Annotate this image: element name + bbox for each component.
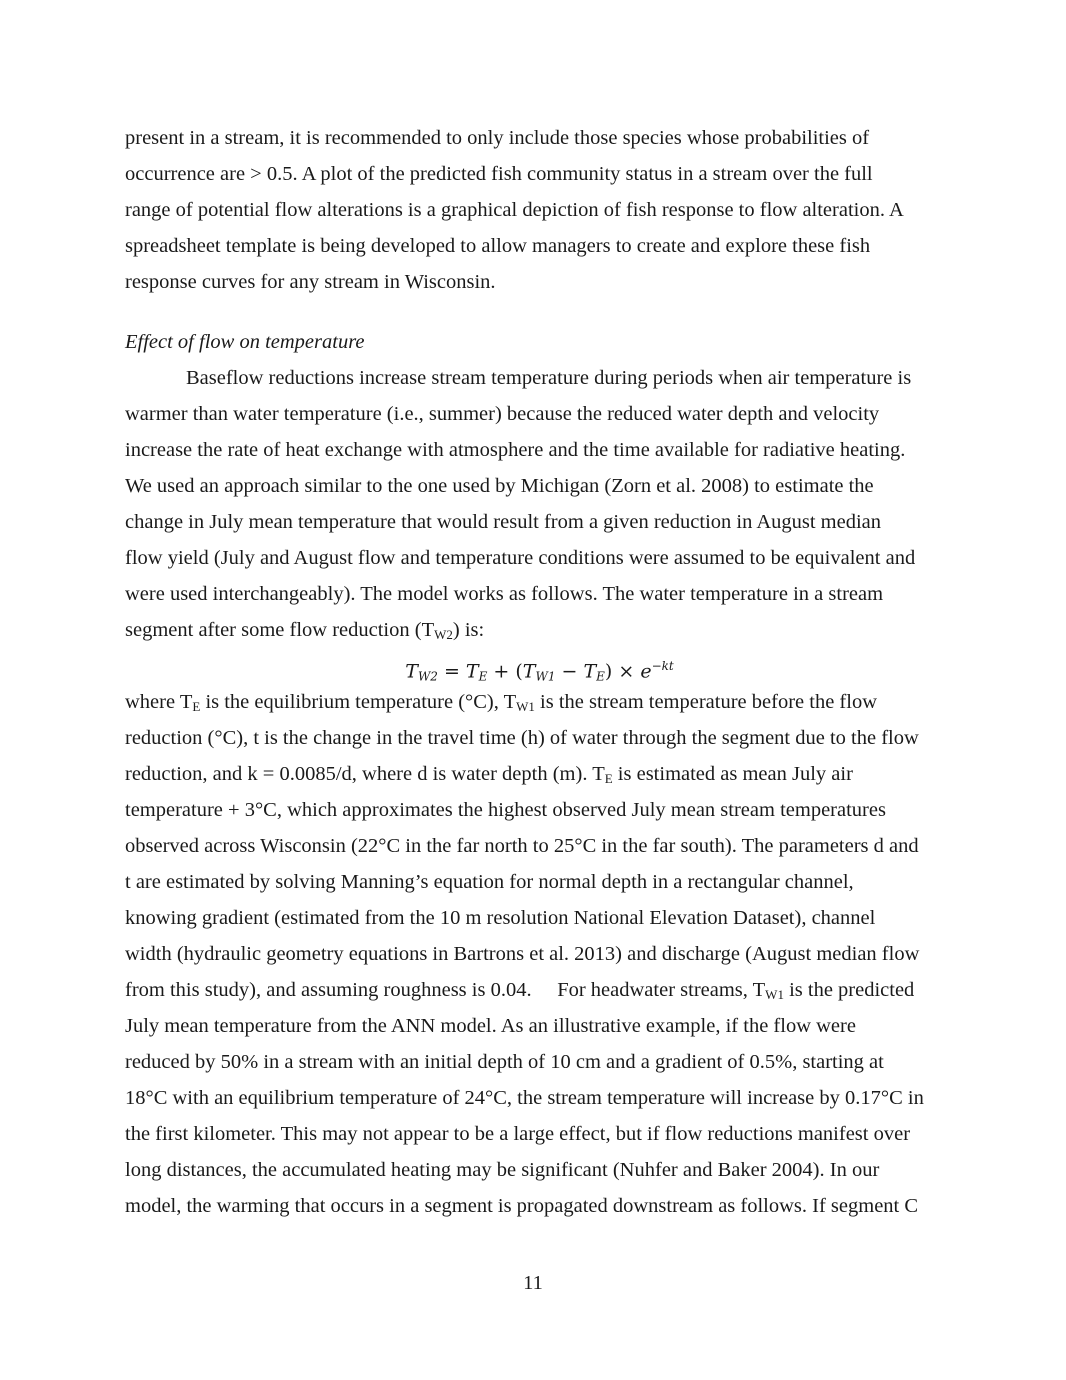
paragraph-3 <box>125 684 940 1224</box>
text-line: segment after some flow reduction $(T_{W2})$ is: <box>125 619 485 642</box>
temperature-equation: $T_{W2} = T_E + (T_{W1} - T_E) \times e^{-kt}$ <box>405 659 674 684</box>
text-line: t are estimated by solving Manning’s equation for normal depth in a rectangular channel, <box>125 871 854 893</box>
text-line: response curves for any stream in Wisconsin. <box>125 271 496 293</box>
text-line: present in a stream, it is recommended to only include those species whose probabilities of <box>125 127 870 149</box>
text-line: warmer than water temperature (i.e., summer) because the reduced water depth and velocity <box>125 403 880 425</box>
page-number: 11 <box>523 1272 543 1294</box>
text-line: observed across Wisconsin (22°C in the far north to 25°C in the far south). The parameters d and <box>125 835 919 857</box>
text-line: reduction, and k = 0.0085/d, where d is water depth (m). $T_E$ is estimated as mean July air <box>125 763 853 786</box>
text-line: We used an approach similar to the one used by Michigan (Zorn et al. 2008) to estimate the <box>125 475 874 497</box>
text-line: reduction (°C), t is the change in the travel time (h) of water through the segment due to the flow <box>125 727 919 749</box>
paragraph-2 <box>125 360 940 648</box>
text-line: Baseflow reductions increase stream temperature during periods when air temperature is <box>186 367 912 389</box>
text-line: July mean temperature from the ANN model. As an illustrative example, if the flow were <box>125 1015 856 1037</box>
text-line: long distances, the accumulated heating may be significant (Nuhfer and Baker 2004). In our <box>125 1159 880 1181</box>
text-line: flow yield (July and August flow and temperature conditions were assumed to be equivalent and <box>125 547 916 569</box>
text-line: from this study), and assuming roughness is 0.04. For headwater streams, $T_{W1}$ is the predicted <box>125 979 915 1002</box>
text-line: width (hydraulic geometry equations in Bartrons et al. 2013) and discharge (August median flow <box>125 943 920 965</box>
text-line: knowing gradient (estimated from the 10 m resolution National Elevation Dataset), channel <box>125 907 876 929</box>
text-line: model, the warming that occurs in a segment is propagated downstream as follows. If segment C <box>125 1195 919 1217</box>
text-line: were used interchangeably). The model works as follows. The water temperature in a stream <box>125 583 884 605</box>
paragraph-gap <box>125 300 940 324</box>
text-line: change in July mean temperature that would result from a given reduction in August median <box>125 511 882 533</box>
text-line: spreadsheet template is being developed to allow managers to create and explore these fish <box>125 235 871 257</box>
text-line: temperature + 3°C, which approximates the highest observed July mean stream temperatures <box>125 799 886 821</box>
section-heading: Effect of flow on temperature <box>125 331 365 353</box>
document-page <box>125 120 940 1224</box>
text-line: reduced by 50% in a stream with an initial depth of 10 cm and a gradient of 0.5%, starting at <box>125 1051 884 1073</box>
text-line: range of potential flow alterations is a graphical depiction of fish response to flow alteration. A <box>125 199 904 221</box>
text-line: 18°C with an equilibrium temperature of 24°C, the stream temperature will increase by 0.17°C in <box>125 1087 924 1109</box>
text-line: occurrence are > 0.5. A plot of the predicted fish community status in a stream over the full <box>125 163 873 185</box>
text-line: where $T_E$ is the equilibrium temperature (°C), $T_{W1}$ is the stream temperature before the flow <box>125 691 877 714</box>
paragraph-1 <box>125 120 940 300</box>
text-line: the first kilometer. This may not appear to be a large effect, but if flow reductions manifest over <box>125 1123 911 1145</box>
text-line: increase the rate of heat exchange with atmosphere and the time available for radiative heating. <box>125 439 906 461</box>
